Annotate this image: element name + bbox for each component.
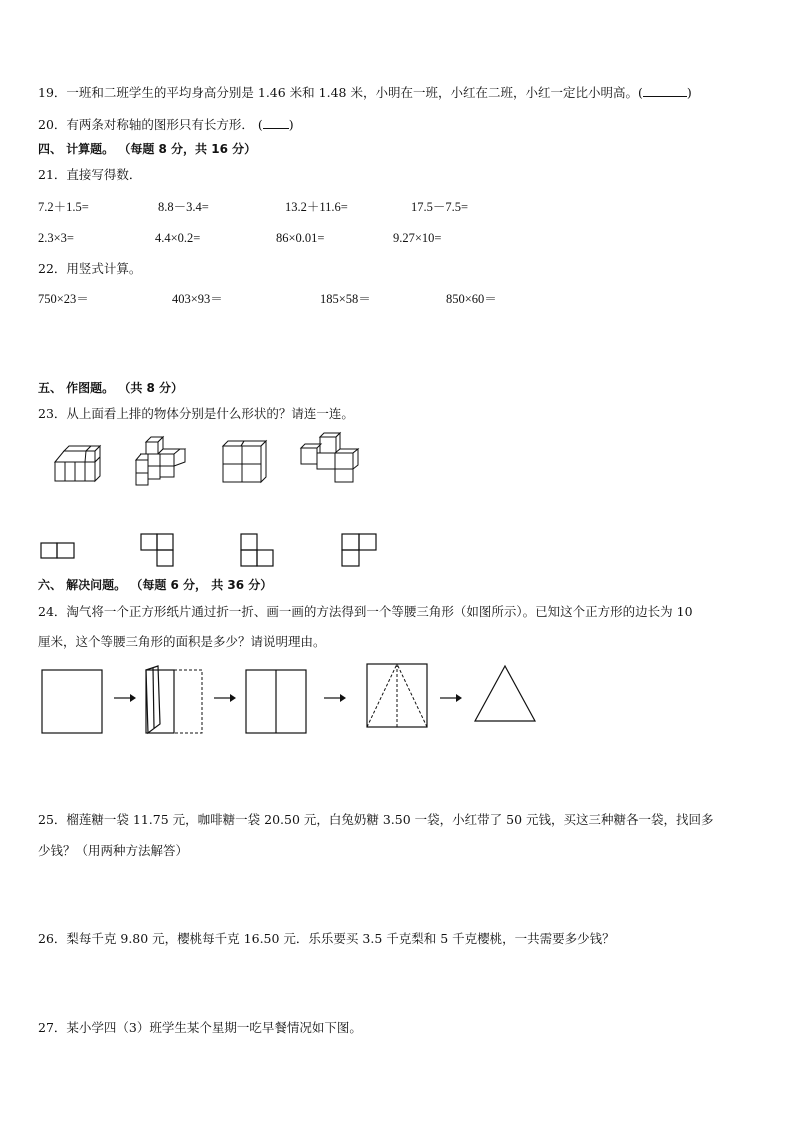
square-paper-shape [42, 670, 102, 733]
vertical-calc-item: 185×58＝ [320, 292, 371, 306]
top-view-4[interactable] [341, 533, 379, 567]
isosceles-triangle-shape [475, 666, 535, 721]
triangle-drawn-on-square-shape [367, 664, 427, 727]
question-21-text: 21．直接写得数． [38, 167, 142, 182]
section-6-heading: 六、 解决问题。 （每题 6 分， 共 36 分） [38, 578, 273, 592]
unfolded-crease-shape [246, 670, 306, 733]
calc-item: 9.27×10= [393, 231, 442, 245]
question-22-text: 22．用竖式计算。 [38, 261, 142, 276]
question-24-line-2: 厘米，这个等腰三角形的面积是多少？请说明理由。 [38, 634, 326, 649]
vertical-calc-item: 850×60＝ [446, 292, 497, 306]
question-19: 19．一班和二班学生的平均身高分别是 1.46 米和 1.48 米，小明在一班，小红在二班，小红一定比小明高。( ) [38, 85, 692, 100]
answer-blank-20[interactable] [263, 116, 289, 129]
answer-blank-19[interactable] [643, 84, 687, 97]
question-20: 20．有两条对称轴的图形只有长方形． ( ) [38, 117, 294, 132]
question-19-text: 19．一班和二班学生的平均身高分别是 1.46 米和 1.48 米，小明在一班，小红在二班，小红一定比小明高。( [38, 85, 643, 100]
arrow-icon [324, 694, 346, 702]
cube-figure-3 [222, 440, 272, 485]
question-23-text: 23．从上面看上排的物体分别是什么形状的？请连一连。 [38, 406, 354, 421]
section-4-heading: 四、 计算题。 （每题 8 分，共 16 分） [38, 142, 257, 156]
cube-stack [301, 433, 358, 482]
vertical-calc-item: 750×23＝ [38, 292, 89, 306]
cube-stack [136, 437, 185, 485]
cube-stack [223, 441, 266, 482]
cube-figure-4 [300, 432, 360, 484]
question-24-line-1: 24．淘气将一个正方形纸片通过折一折、画一画的方法得到一个等腰三角形（如图所示）。已知这个正方形的边长为 10 [38, 604, 693, 619]
top-view-1[interactable] [40, 542, 76, 560]
calc-item: 7.2＋1.5= [38, 200, 89, 214]
question-25-line-1: 25．榴莲糖一袋 11.75 元，咖啡糖一袋 20.50 元，白兔奶糖 3.50 一袋，小红带了 50 元钱，买这三种糖各一袋，找回多 [38, 812, 714, 827]
calc-item: 4.4×0.2= [155, 231, 201, 245]
question-25-line-2: 少钱？（用两种方法解答） [38, 843, 189, 858]
top-view-3[interactable] [240, 533, 276, 567]
folding-sequence-figure [40, 662, 540, 737]
question-20-text: 20．有两条对称轴的图形只有长方形． ( [38, 117, 263, 132]
cube-figure-1 [55, 445, 105, 485]
vertical-calc-item: 403×93＝ [172, 292, 223, 306]
question-27-text: 27．某小学四（3）班学生某个星期一吃早餐情况如下图。 [38, 1020, 362, 1035]
arrow-icon [114, 694, 136, 702]
arrow-icon [440, 694, 462, 702]
calc-item: 13.2＋11.6= [285, 200, 348, 214]
section-5-heading: 五、 作图题。 （共 8 分） [38, 381, 184, 395]
calc-item: 86×0.01= [276, 231, 325, 245]
cube-stack [55, 446, 100, 481]
calc-item: 17.5－7.5= [411, 200, 469, 214]
question-26-text: 26．梨每千克 9.80 元，樱桃每千克 16.50 元．乐乐要买 3.5 千克梨和 5 千克樱桃，一共需要多少钱？ [38, 931, 615, 946]
top-view-2[interactable] [140, 533, 176, 567]
folding-paper-shape [146, 666, 202, 733]
cube-figure-2 [135, 436, 190, 486]
arrow-icon [214, 694, 236, 702]
calc-item: 2.3×3= [38, 231, 74, 245]
calc-item: 8.8－3.4= [158, 200, 209, 214]
